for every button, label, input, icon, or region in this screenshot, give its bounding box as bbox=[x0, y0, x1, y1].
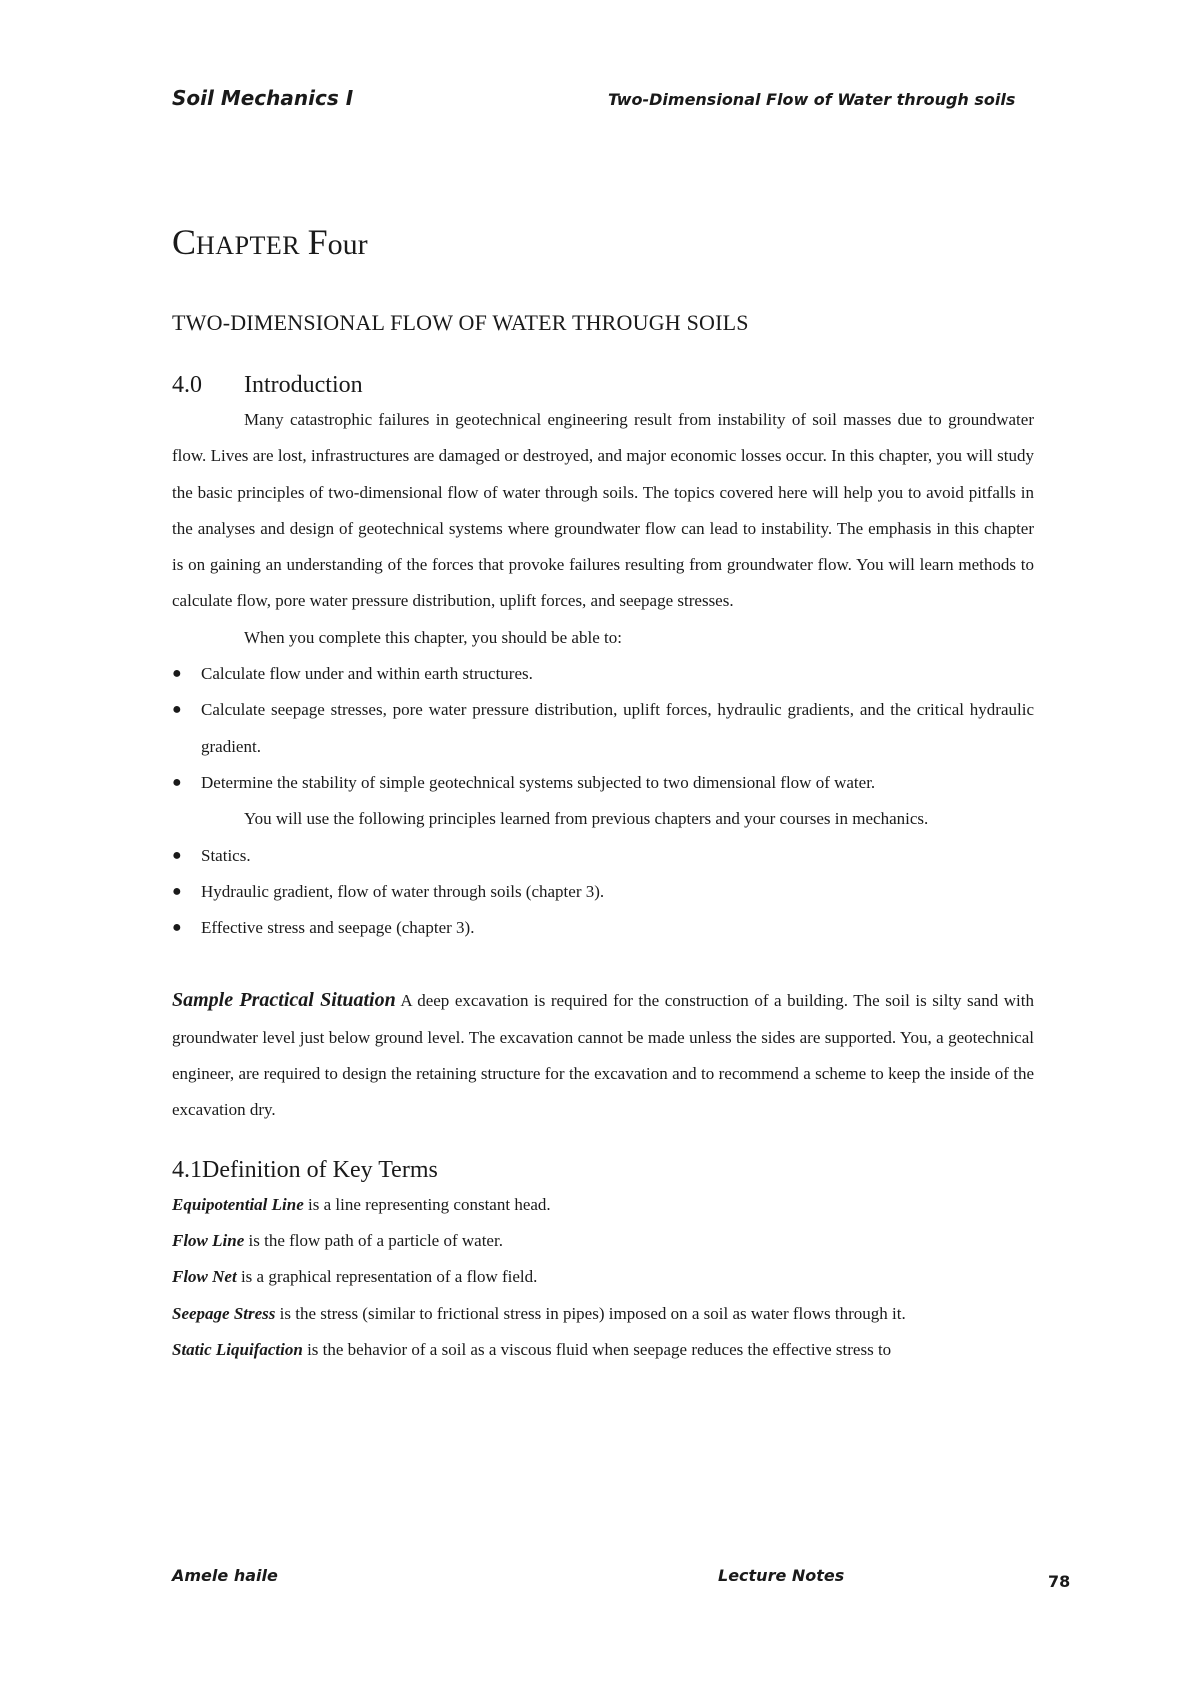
definition-item bbox=[172, 1332, 1034, 1368]
objectives-lead: When you complete this chapter, you should be able to: bbox=[244, 627, 622, 647]
spacer bbox=[172, 946, 1034, 982]
definition-text: is the behavior of a soil as a viscous fluid when seepage reduces the effective stress to bbox=[302, 1339, 892, 1359]
bullet-icon: ● bbox=[172, 919, 182, 937]
definition-text: is the stress (similar to frictional stress in pipes) imposed on a soil as water flows through it. bbox=[275, 1303, 906, 1323]
definition-text: is a line representing constant head. bbox=[303, 1194, 551, 1214]
list-item bbox=[172, 910, 1034, 946]
section-title: Definition of Key Terms bbox=[202, 1156, 438, 1183]
footer-author: Amele haile bbox=[172, 1566, 278, 1585]
chapter-number-initial: F bbox=[307, 222, 328, 262]
chapter-number-word: our bbox=[327, 228, 368, 261]
list-item bbox=[172, 692, 1034, 765]
bullet-icon: ● bbox=[172, 773, 182, 791]
bullet-icon: ● bbox=[172, 701, 182, 719]
definition-term: Static Liquifaction bbox=[172, 1339, 303, 1359]
chapter-subtitle: TWO-DIMENSIONAL FLOW OF WATER THROUGH SOILS bbox=[172, 310, 749, 335]
bullet-icon: ● bbox=[172, 665, 182, 683]
list-item-text: Statics. bbox=[201, 845, 251, 865]
section-title: Introduction bbox=[244, 372, 363, 398]
definition-item bbox=[172, 1187, 1034, 1223]
objectives-list bbox=[172, 656, 1034, 801]
definition-item bbox=[172, 1296, 1034, 1332]
list-item-text: Hydraulic gradient, flow of water through soils (chapter 3). bbox=[201, 881, 605, 901]
intro-paragraph: Many catastrophic failures in geotechnical engineering result from instability of soil masses due to groundwater flow. Lives are lost, infrastructures are damaged or destroyed, and major economic losses occur. In this chapter, you will study the basic principles of two-dimensional flow of water through soils. The topics covered here will help you to avoid pitfalls in the analyses and design of geotechnical systems where groundwater flow can lead to instability. The emphasis in this chapter is on gaining an understanding of the forces that provoke failures resulting from groundwater flow. You will learn methods to calculate flow, pore water pressure distribution, uplift forces, and seepage stresses. bbox=[172, 410, 1034, 611]
definition-term: Flow Net bbox=[172, 1267, 237, 1287]
chapter-title-word: HAPTER bbox=[196, 231, 301, 260]
sample-lead-in: Sample Practical Situation bbox=[172, 989, 396, 1012]
list-item-text: Calculate flow under and within earth structures. bbox=[201, 664, 533, 684]
principles-lead: You will use the following principles learned from previous chapters and your courses in mechanics. bbox=[244, 809, 929, 829]
definition-text: is a graphical representation of a flow field. bbox=[236, 1267, 538, 1287]
list-item bbox=[172, 656, 1034, 692]
chapter-title bbox=[172, 222, 1034, 266]
page-body bbox=[172, 222, 1034, 1368]
section-number: 4.0 bbox=[172, 372, 202, 398]
running-header-right: Two-Dimensional Flow of Water through soils bbox=[608, 90, 1016, 109]
definition-item bbox=[172, 1259, 1034, 1295]
list-item bbox=[172, 765, 1034, 801]
list-item bbox=[172, 838, 1034, 874]
list-item-text: Determine the stability of simple geotechnical systems subjected to two dimensional flow of water. bbox=[201, 772, 876, 792]
section-heading-introduction bbox=[172, 370, 1034, 400]
list-item bbox=[172, 874, 1034, 910]
list-item-text: Calculate seepage stresses, pore water pressure distribution, uplift forces, hydraulic gradients, and the critical hydraulic gradient. bbox=[201, 700, 1034, 756]
sample-text: A deep excavation is required for the construction of a building. The soil is silty sand with groundwater level just below ground level. The excavation cannot be made unless the sides are supported. You, a geotechnical engineer, are required to design the retaining structure for the excavation and to recommend a scheme to keep the inside of the excavation dry. bbox=[172, 991, 1034, 1120]
sample-practical-situation bbox=[172, 982, 1034, 1128]
running-header-left: Soil Mechanics I bbox=[172, 86, 354, 110]
chapter-title-initial: C bbox=[172, 222, 197, 262]
definition-item bbox=[172, 1223, 1034, 1259]
page-number: 78 bbox=[1048, 1572, 1071, 1591]
list-item-text: Effective stress and seepage (chapter 3). bbox=[201, 918, 475, 938]
definition-term: Equipotential Line bbox=[172, 1194, 304, 1214]
section-heading-definitions bbox=[172, 1155, 1034, 1185]
bullet-icon: ● bbox=[172, 846, 182, 864]
definition-text: is the flow path of a particle of water. bbox=[244, 1230, 503, 1250]
spacer bbox=[172, 1129, 1034, 1155]
principles-list bbox=[172, 838, 1034, 947]
footer-notes: Lecture Notes bbox=[718, 1566, 845, 1585]
definition-term: Flow Line bbox=[172, 1230, 245, 1250]
definition-term: Seepage Stress bbox=[172, 1303, 276, 1323]
section-number: 4.1 bbox=[172, 1156, 202, 1183]
bullet-icon: ● bbox=[172, 882, 182, 900]
